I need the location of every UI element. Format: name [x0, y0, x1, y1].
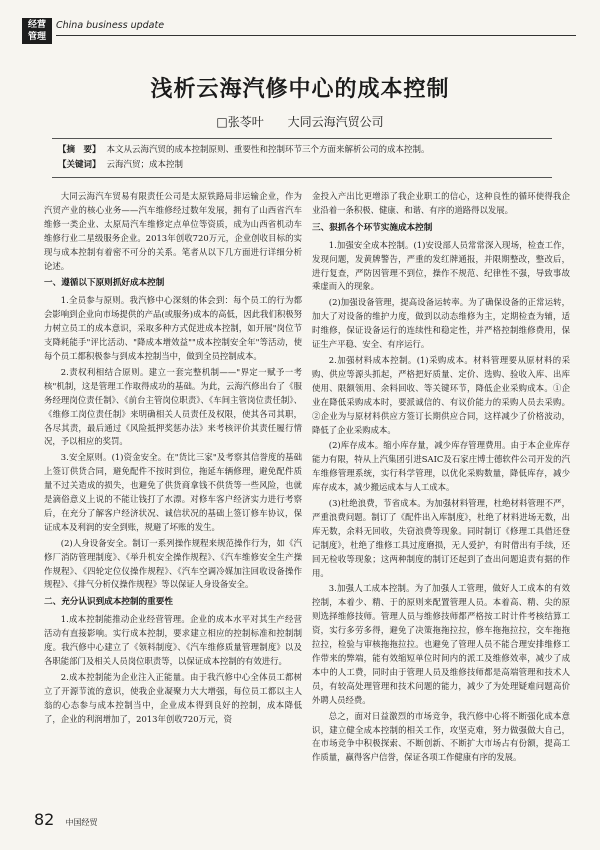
section-heading-1: 一、遵循以下原则抓好成本控制 — [44, 278, 165, 289]
abstract-label: 【摘 要】 — [58, 145, 101, 155]
abstract-text: 本文从云海汽贸的成本控制原则、重要性和控制环节三个方面来解析公司的成本控制。 — [106, 145, 430, 155]
paragraph: 1.加强安全成本控制。(1)安设部人员常常深入现场，检查工作，发现问题，发黄牌警告，严重的发红牌通报，并限期整改，整改后，进行复查，严防因管理不到位，操作不规范、纪律性不强，导致事故乘虚而入的现象。 — [312, 239, 570, 292]
abstract-row — [58, 143, 546, 158]
section-heading-2: 二、充分认识到成本控制的重要性 — [44, 597, 173, 608]
paragraph: (2)库存成本。缩小库存量，减少库存管理费用。由于本企业库存能力有限，特从上汽集团引进SAIC及石家庄博士德软件公司开发的汽车维修管理系统，实行科学管理，以优化采购数量，降低库存，减少库存成本，减少搬运成本与人工成本。 — [312, 440, 570, 493]
keywords-label: 【关键词】 — [58, 160, 101, 170]
paragraph: (3)杜绝浪费，节省成本。为加强材料管理，杜绝材料管理不严，严重浪费问题。制订了《配件出入库制度》，杜绝了材料进场无数，出库无数，余料无回收，失窃浪费等现象。同时制订《修理工具借还登记制度》，杜绝了维修工具过度磨损，无人爱护，有时借出有手续，还回无检收等现象；这两种制度的制订还起到了查出问题追责有据的作用。 — [312, 498, 570, 578]
intro-paragraph: 大同云海汽车贸易有限责任公司是太原铁路局非运输企业，作为汽贸产业的核心业务——汽车维修经过数年发展，拥有了山西省汽车维修一类企业、太原局汽车维修定点单位等资质，成为山西省机动车维修行业二星级服务企业。2013年创收720万元，企业创收目标的实现与成本控制有着密不可分的关系。笔者从以下几方面进行详细分析论述。 — [44, 191, 302, 271]
magazine-name: 中国经贸 — [65, 818, 98, 827]
abstract-box — [52, 138, 552, 178]
paragraph: 2.加强材料成本控制。(1)采购成本。材料管理要从原材料的采购、供应等源头抓起，严格把好质量、定价、选购、验收入库、出库使用、限额领用、余料回收、等关键环节，降低企业采购成本。①企业在降低采购成本时，要派诚信的、有议价能力的采购人员去采购。②企业为与原材料供应方签订长期供应合同，这样减少了价格波动，降低了企业采购成本。 — [312, 354, 570, 435]
column-tag — [22, 18, 52, 44]
keywords-text: 云海汽贸；成本控制 — [106, 160, 184, 170]
header-rule — [56, 35, 576, 36]
paragraph: 2.责权利相结合原则。建立一套完整机制——"界定一赋予一考核"机制，这是管理工作取得成功的基础。为此，云海汽修出台了《服务经理岗位责任制》、《前台主管岗位职责》、《车间主管岗位责任制》、《维修工岗位责任制》来明确相关人员责任及权限，使其各司其职，各尽其责，最后通过《风险抵押奖惩办法》来考核评价其责任履行情况，予以相应的奖罚。 — [44, 366, 302, 447]
page-number: 82 — [34, 810, 55, 829]
paragraph: 3.加强人工成本控制。为了加强人工管理，做好人工成本的有效控制，本着少、精、于的原则来配置管理人员。本着高、精、尖的原则选择维修技师。管理人员与维修技师都严格按工时计件考核结算工资，实行多劳多得，避免了决策拖拖拉拉，修车拖拖拉拉，交车拖拖拉拉，检验与审核拖拖拉拉。也避免了管理人员不能合理安排维修工作带来的弊端，能有效缩短单位时间内的派工及维修效率，减少了成本中的人工费，同时由于管理人员及维修技师都是高端管理和技术人员，有较高处理管理和技术问题的能力，减少了为处理疑难问题高价外聘人员经费。 — [312, 583, 570, 705]
column-tag-line-2: 管理 — [27, 32, 46, 42]
continued-paragraph: 金投入产出比更增添了我企业职工的信心，这种良性的循环使得我企业沿着一条积极、健康、和谐、有序的道路得以发展。 — [312, 191, 570, 215]
column-tag-line-1: 经营 — [27, 20, 46, 30]
column-english-name: China business update — [56, 20, 165, 31]
paragraph: (2)人身设备安全。制订一系列操作规程来规范操作行为，如《汽修厂消防管理制度》、《举升机安全操作规程》、《汽车维修安全生产操作规程》、《四轮定位仪操作规程》、《汽车空调冷媒加注回收设备操作规程》、《排气分析仪操作规程》等以保证人身设备安全。 — [44, 537, 302, 590]
conclusion-paragraph: 总之，面对日益激烈的市场竞争，我汽修中心将不断强化成本意识，建立健全成本控制的相关工作，攻坚克难，努力做强做大自己，在市场竞争中积极探索、不断创新、不断扩大市场占有份额，提高工作质量，赢得客户信誉，保证各项工作健康有序的发展。 — [312, 710, 570, 763]
right-column — [312, 190, 570, 767]
keywords-row — [58, 158, 546, 173]
page-footer — [34, 810, 97, 834]
left-column — [44, 190, 302, 729]
paragraph: (2)加强设备管理，提高设备运转率。为了确保设备的正常运转，加大了对设备的维护力度，做到以动态维修为主，定期检查为辅，适时维修，保证设备运行的连续性和稳定性，并严格控制维修费用，保证生产平稳、安全、有序运行。 — [312, 297, 570, 350]
article-title: 浅析云海汽修中心的成本控制 — [150, 77, 450, 102]
section-heading-3: 三、狠抓各个环节实施成本控制 — [312, 222, 433, 233]
author-line — [0, 113, 600, 130]
paragraph: 1.全员参与原则。我汽修中心深刻的体会到：每个员工的行为都会影响到企业向市场提供的产品(或服务)成本的高低，因此我们积极努力树立员工的成本意识，采取多种方式促进成本控制，如开展"岗位节支降耗能手"评比活动、"降成本增效益""成本控制安全年"等活动，使每个员工都积极参与到成本控制当中，做到全员控制成本。 — [44, 295, 302, 361]
paragraph: 1.成本控制能推动企业经营管理。企业的成本水平对其生产经营活动有直接影响。实行成本控制，要求建立相应的控制标准和控制制度。我汽修中心建立了《领料制度》、《汽车维修质量管理制度》以及各职能部门及相关人员岗位职责等，以保证成本控制的有效进行。 — [44, 614, 302, 666]
paragraph: 2.成本控制能为企业注入正能量。由于我汽修中心全体员工都树立了开源节流的意识，使我企业凝聚力大大增强，每位员工都以主人翁的心态参与成本控制当中，企业成本得到良好的控制，成本降低了，企业的利润增加了，2013年创收720万元，资 — [44, 671, 302, 724]
page-header — [22, 18, 578, 44]
author-name: □张苓叶 — [216, 115, 264, 129]
author-org: 大同云海汽贸公司 — [287, 115, 384, 129]
paragraph: 3.安全原则。(1)资金安全。在"货比三家"及考察其信誉度的基础上签订供货合同，避免配件不按时到位，拖延车辆修理，避免配件质量不过关造成的损失，也避免了供货商拿钱不供货等一些风险，也就是滴俗意义上说的不能让钱打了水漂。对修车客户经济实力进行考察后，在充分了解客户经济状况、诚信状况的基础上签订修车协议，保证成本及利润的安全到账，规避了坏账的发生。 — [44, 452, 302, 532]
